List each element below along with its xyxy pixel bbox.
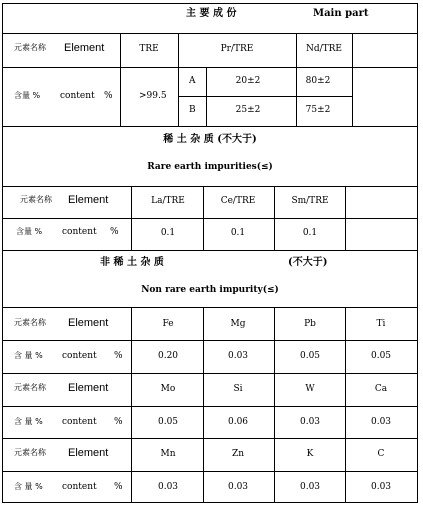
re-element: Sm/TRE bbox=[291, 196, 329, 206]
re-element: La/TRE bbox=[151, 196, 185, 206]
border-bottom bbox=[2, 502, 418, 503]
grade-label: A bbox=[189, 76, 196, 86]
main-column-header: Pr/TRE bbox=[220, 44, 254, 54]
row-line bbox=[178, 96, 352, 97]
row-line bbox=[2, 373, 418, 374]
col-line bbox=[120, 33, 121, 127]
label-cn: 元素名称 bbox=[14, 43, 46, 52]
nre-value: 0.03 bbox=[227, 482, 249, 492]
label-cn: 元素名称 bbox=[20, 195, 52, 204]
nre-value: 0.06 bbox=[227, 417, 249, 427]
nre-impurities-heading-cn: 非 稀 土 杂 质 bbox=[100, 257, 164, 268]
row-line bbox=[2, 67, 418, 68]
re-element: Ce/TRE bbox=[220, 196, 256, 206]
col-line bbox=[296, 33, 297, 127]
main-part-heading-cn: 主 要 成 份 bbox=[186, 8, 237, 19]
col-line bbox=[203, 186, 204, 251]
nre-element: Si bbox=[233, 384, 243, 394]
content-label-en: content bbox=[62, 351, 97, 361]
nre-element: Mo bbox=[160, 384, 176, 394]
nre-value: 0.05 bbox=[370, 351, 392, 361]
col-line bbox=[274, 186, 275, 251]
content-label-pct: % bbox=[114, 482, 123, 492]
col-line bbox=[274, 307, 275, 503]
content-label-cn: 含量 % bbox=[14, 91, 41, 100]
nre-element: W bbox=[305, 384, 315, 394]
nre-value: 0.03 bbox=[299, 417, 321, 427]
nre-impurities-heading-en: Non rare earth impurity(≤) bbox=[141, 285, 279, 295]
grade-label: B bbox=[189, 105, 196, 115]
col-line bbox=[352, 33, 353, 127]
row-line bbox=[2, 471, 418, 472]
label-cn: 元素名称 bbox=[14, 318, 46, 327]
tre-value: >99.5 bbox=[139, 91, 167, 101]
label-en: Element bbox=[68, 382, 109, 394]
content-label-pct: % bbox=[114, 417, 123, 427]
re-value: 0.1 bbox=[302, 228, 318, 238]
re-value: 0.1 bbox=[160, 228, 176, 238]
row-line bbox=[2, 250, 418, 251]
row-line bbox=[2, 126, 418, 127]
nre-element: Fe bbox=[162, 319, 174, 329]
nre-value: 0.03 bbox=[370, 482, 392, 492]
main-column-header: Nd/TRE bbox=[305, 44, 343, 54]
nd-value: 80±2 bbox=[305, 76, 331, 86]
col-line bbox=[131, 186, 132, 251]
label-cn: 元素名称 bbox=[14, 383, 46, 392]
nre-element: Ti bbox=[376, 319, 386, 329]
label-en: Element bbox=[64, 42, 105, 54]
col-line bbox=[206, 67, 207, 127]
col-line bbox=[345, 186, 346, 251]
pr-value: 25±2 bbox=[235, 105, 261, 115]
pr-value: 20±2 bbox=[235, 76, 261, 86]
nre-value: 0.03 bbox=[227, 351, 249, 361]
nre-element: K bbox=[306, 449, 314, 459]
border-right bbox=[417, 3, 418, 503]
row-line bbox=[2, 33, 418, 34]
nre-element: Mn bbox=[160, 449, 176, 459]
label-cn: 元素名称 bbox=[14, 448, 46, 457]
content-label-pct: % bbox=[114, 351, 123, 361]
nre-value: 0.05 bbox=[299, 351, 321, 361]
col-line bbox=[345, 307, 346, 503]
border-left bbox=[2, 3, 3, 503]
re-impurities-heading-en: Rare earth impurities(≤) bbox=[147, 162, 273, 172]
col-line bbox=[203, 307, 204, 503]
row-line bbox=[2, 340, 418, 341]
nre-value: 0.03 bbox=[157, 482, 179, 492]
nre-element: Ca bbox=[374, 384, 388, 394]
nre-value: 0.03 bbox=[370, 417, 392, 427]
re-value: 0.1 bbox=[230, 228, 246, 238]
content-label-en: content bbox=[62, 227, 97, 237]
content-label-en: content bbox=[60, 91, 95, 101]
nre-impurities-heading-suffix: (不大于) bbox=[288, 257, 328, 268]
nd-value: 75±2 bbox=[305, 105, 331, 115]
row-line bbox=[2, 307, 418, 308]
content-label-en: content bbox=[62, 482, 97, 492]
row-line bbox=[2, 406, 418, 407]
content-label-cn: 含 量 % bbox=[14, 482, 43, 491]
main-part-heading-en: Main part bbox=[313, 8, 369, 19]
main-column-header: TRE bbox=[139, 44, 159, 54]
content-label-cn: 含量 % bbox=[16, 227, 43, 236]
label-en: Element bbox=[68, 194, 109, 206]
nre-element: Mg bbox=[230, 319, 246, 329]
nre-value: 0.20 bbox=[157, 351, 179, 361]
content-label-pct: % bbox=[110, 227, 119, 237]
nre-value: 0.03 bbox=[299, 482, 321, 492]
row-line bbox=[2, 438, 418, 439]
re-impurities-heading-cn: 稀 土 杂 质 (不大于) bbox=[163, 134, 257, 145]
nre-value: 0.05 bbox=[157, 417, 179, 427]
label-en: Element bbox=[68, 317, 109, 329]
content-label-pct: % bbox=[104, 91, 113, 101]
nre-element: Zn bbox=[231, 449, 245, 459]
row-line bbox=[2, 218, 418, 219]
content-label-cn: 含 量 % bbox=[14, 351, 43, 360]
label-en: Element bbox=[68, 447, 109, 459]
content-label-cn: 含 量 % bbox=[14, 417, 43, 426]
col-line bbox=[178, 33, 179, 127]
content-label-en: content bbox=[62, 417, 97, 427]
row-line bbox=[2, 186, 418, 187]
col-line bbox=[131, 307, 132, 503]
nre-element: Pb bbox=[304, 319, 316, 329]
border-top bbox=[2, 3, 418, 4]
nre-element: C bbox=[377, 449, 385, 459]
